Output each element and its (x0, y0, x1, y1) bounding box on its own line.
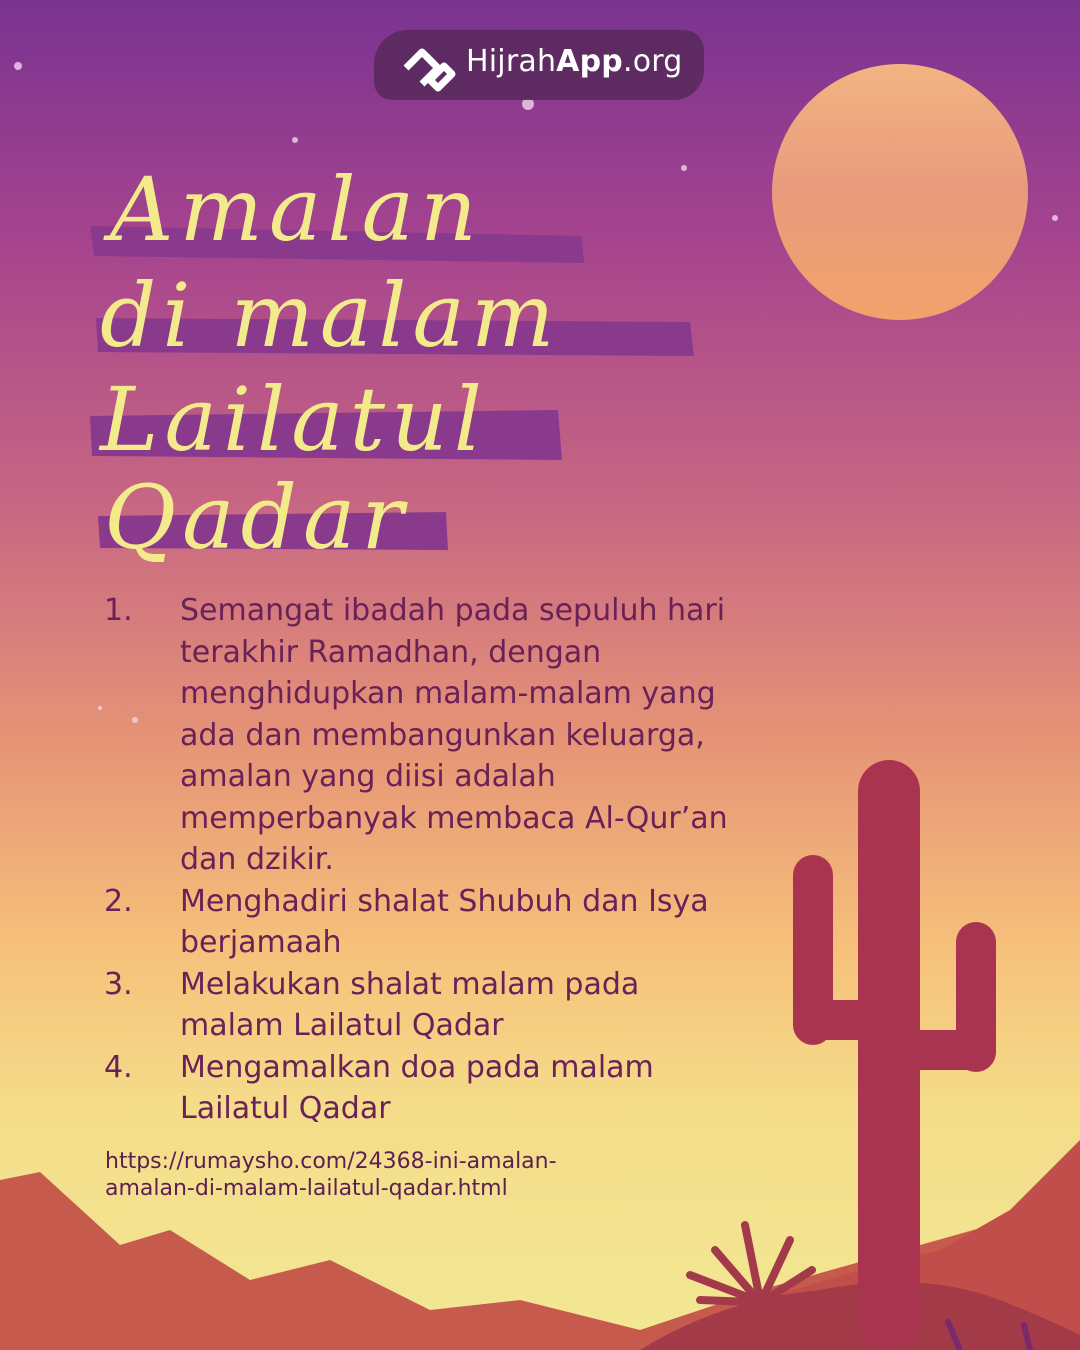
list-item (104, 964, 744, 1047)
title-line-3: Lailatul (100, 368, 488, 471)
title-line-1: Amalan (110, 158, 483, 261)
list-item-text: Semangat ibadah pada sepuluh hari terakhir Ramadhan, dengan menghidupkan malam-malam yang ada dan membangunkan keluarga, amalan yang diisi adalah memperbanyak membaca Al-Qur’an dan dzikir. (180, 593, 728, 877)
sun (772, 64, 1028, 320)
source-link-line2: amalan-di-malam-lailatul-qadar.html (105, 1176, 508, 1201)
source-link[interactable] (105, 1148, 665, 1202)
list-item-number: 1. (104, 593, 133, 628)
brand-name[interactable] (466, 44, 683, 79)
list-item-number: 4. (104, 1049, 133, 1085)
brand-name-part2: App (556, 44, 623, 79)
title-line-2: di malam (100, 264, 561, 367)
title-line-4: Qadar (104, 466, 410, 569)
list-item-number: 2. (104, 883, 133, 919)
list-item (104, 881, 744, 964)
source-link-line1: https://rumaysho.com/24368-ini-amalan- (105, 1149, 557, 1174)
list-item (104, 590, 744, 881)
hijrahapp-logo-icon (400, 40, 458, 96)
list-item-text: Menghadiri shalat Shubuh dan Isya berjamaah (180, 883, 709, 960)
amalan-list (104, 590, 744, 1130)
list-item (104, 1047, 744, 1130)
brand-name-part3: .org (622, 44, 683, 79)
list-item-text: Mengamalkan doa pada malam Lailatul Qadar (180, 1049, 654, 1126)
list-item-number: 3. (104, 966, 133, 1002)
list-item-text: Melakukan shalat malam pada malam Lailatul Qadar (180, 966, 640, 1043)
brand-name-part1: Hijrah (466, 44, 557, 79)
